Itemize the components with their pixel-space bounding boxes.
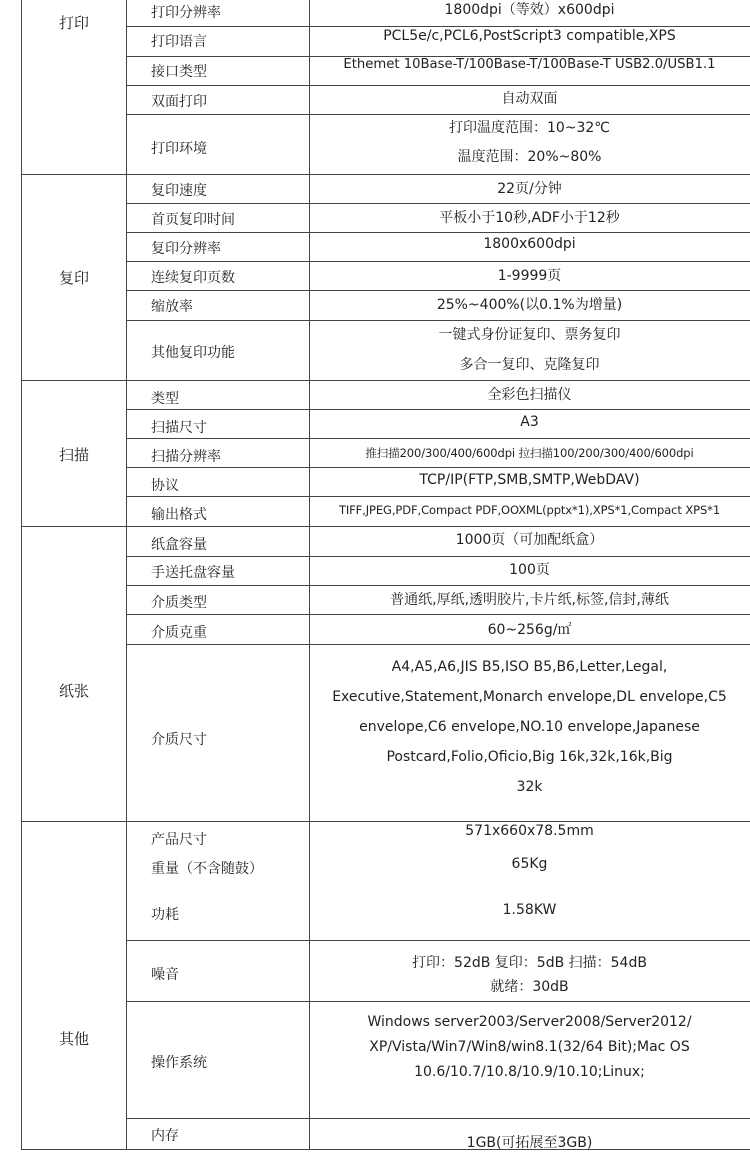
row-value-line: XP/Vista/Win7/Win8/win8.1(32/64 Bit);Mac OS bbox=[369, 1039, 690, 1055]
row-label: 扫描分辨率 bbox=[151, 449, 221, 465]
row-value-line: 打印：52dB 复印：5dB 扫描：54dB bbox=[412, 955, 647, 971]
row-label: 首页复印时间 bbox=[151, 212, 235, 228]
row-label: 输出格式 bbox=[151, 507, 207, 523]
row-value: PCL5e/c,PCL6,PostScript3 compatible,XPS bbox=[383, 28, 676, 44]
row-label: 其他复印功能 bbox=[151, 345, 235, 361]
row-value-line: 多合一复印、克隆复印 bbox=[459, 357, 600, 373]
row-value: TIFF,JPEG,PDF,Compact PDF,OOXML(pptx*1),XPS*1,Compact XPS*1 bbox=[338, 503, 721, 517]
row-label: 连续复印页数 bbox=[151, 270, 235, 286]
category-scan: 扫描 bbox=[58, 445, 89, 464]
row-value-line: Executive,Statement,Monarch envelope,DL envelope,C5 bbox=[332, 689, 727, 705]
row-value: 自动双面 bbox=[501, 91, 558, 107]
row-label: 内存 bbox=[151, 1128, 179, 1144]
row-value-line: Windows server2003/Server2008/Server2012/ bbox=[367, 1014, 692, 1030]
row-value: 1000页（可加配纸盒） bbox=[455, 532, 604, 548]
row-value: 65Kg bbox=[511, 856, 548, 872]
row-label: 打印分辨率 bbox=[151, 5, 221, 21]
row-value-line: 32k bbox=[516, 779, 543, 795]
row-label: 功耗 bbox=[151, 907, 179, 923]
row-value-line: A4,A5,A6,JIS B5,ISO B5,B6,Letter,Legal, bbox=[391, 659, 668, 675]
row-value: 1GB(可拓展至3GB) bbox=[466, 1135, 593, 1151]
row-value-line: Postcard,Folio,Oficio,Big 16k,32k,16k,Big bbox=[386, 749, 673, 765]
row-label: 产品尺寸 bbox=[151, 832, 207, 848]
row-label: 介质类型 bbox=[151, 595, 207, 611]
row-label: 双面打印 bbox=[151, 94, 207, 110]
row-value-line: 打印温度范围：10~32℃ bbox=[448, 120, 611, 136]
row-label: 噪音 bbox=[151, 967, 179, 983]
row-value: A3 bbox=[520, 414, 539, 430]
row-value-line: 就绪：30dB bbox=[490, 979, 569, 995]
row-value: TCP/IP(FTP,SMB,SMTP,WebDAV) bbox=[419, 472, 640, 488]
row-label: 类型 bbox=[151, 391, 179, 407]
row-value-line: 温度范围：20%~80% bbox=[457, 149, 602, 165]
row-label: 打印环境 bbox=[151, 141, 207, 157]
row-value: 1800dpi（等效）x600dpi bbox=[444, 2, 615, 18]
row-value: 普通纸,厚纸,透明胶片,卡片纸,标签,信封,薄纸 bbox=[390, 592, 669, 608]
row-value-line: 10.6/10.7/10.8/10.9/10.10;Linux; bbox=[414, 1064, 645, 1080]
row-label: 操作系统 bbox=[151, 1055, 207, 1071]
row-label: 介质克重 bbox=[151, 625, 207, 641]
category-copy: 复印 bbox=[58, 268, 89, 287]
row-value-line: envelope,C6 envelope,NO.10 envelope,Japanese bbox=[359, 719, 700, 735]
row-value: 571x660x78.5mm bbox=[465, 823, 594, 839]
row-label: 介质尺寸 bbox=[151, 732, 207, 748]
row-value: 全彩色扫描仪 bbox=[487, 387, 572, 403]
row-value: Ethemet 10Base-T/100Base-T/100Base-T USB2.0/USB1.1 bbox=[343, 57, 716, 72]
row-value: 1.58KW bbox=[502, 902, 557, 918]
row-label: 接口类型 bbox=[151, 64, 207, 80]
row-value: 60~256g/㎡ bbox=[487, 622, 572, 638]
row-label: 复印速度 bbox=[151, 183, 207, 199]
row-label: 打印语言 bbox=[151, 34, 207, 50]
row-value: 1800x600dpi bbox=[483, 236, 576, 252]
row-label: 缩放率 bbox=[151, 299, 193, 315]
row-value: 平板小于10秒,ADF小于12秒 bbox=[439, 210, 620, 226]
row-value: 22页/分钟 bbox=[497, 181, 562, 197]
row-value-line: 一键式身份证复印、票务复印 bbox=[438, 327, 621, 343]
row-label: 复印分辨率 bbox=[151, 241, 221, 257]
row-value: 25%~400%(以0.1%为增量) bbox=[436, 297, 623, 313]
row-label: 重量（不含随鼓） bbox=[151, 861, 263, 877]
row-label: 扫描尺寸 bbox=[151, 420, 207, 436]
row-value: 推扫描200/300/400/600dpi 拉扫描100/200/300/400/600dpi bbox=[365, 446, 694, 460]
row-label: 纸盒容量 bbox=[151, 537, 207, 553]
row-label: 协议 bbox=[151, 478, 179, 494]
row-value: 1-9999页 bbox=[497, 268, 562, 284]
category-other: 其他 bbox=[58, 1029, 89, 1048]
category-paper: 纸张 bbox=[58, 681, 89, 700]
category-print: 打印 bbox=[58, 13, 89, 32]
row-value: 100页 bbox=[509, 562, 550, 578]
row-label: 手送托盘容量 bbox=[151, 565, 235, 581]
